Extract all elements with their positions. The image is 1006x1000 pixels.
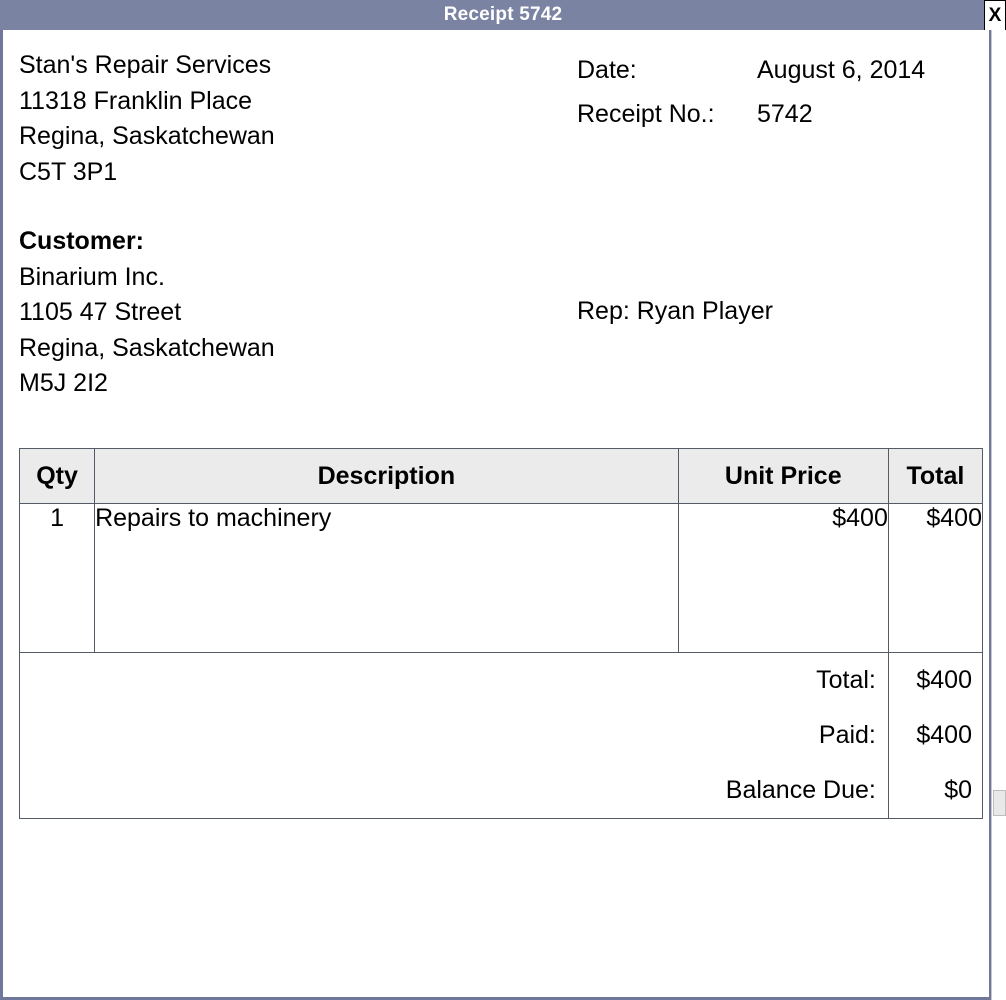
window-body — [0, 30, 992, 1000]
summary-row-balance-due — [20, 763, 983, 819]
summary-value-paid: $400 — [888, 708, 982, 763]
summary-row-total — [20, 653, 983, 709]
summary-label-balance-due: Balance Due: — [20, 763, 889, 819]
meta-spacer — [577, 136, 979, 294]
scrollbar-thumb[interactable] — [993, 790, 1006, 816]
close-icon[interactable]: X — [984, 0, 1006, 32]
summary-row-paid — [20, 708, 983, 763]
cell-qty: 1 — [20, 504, 95, 653]
header-qty: Qty — [20, 449, 95, 504]
receipt-header — [19, 48, 979, 402]
summary-value-total: $400 — [888, 653, 982, 709]
summary-label-paid: Paid: — [20, 708, 889, 763]
receipt-number-value: 5742 — [757, 100, 813, 128]
date-value: August 6, 2014 — [757, 56, 926, 84]
customer-address-2: Regina, Saskatchewan — [19, 333, 275, 362]
date-row — [577, 48, 979, 92]
summary-label-total: Total: — [20, 653, 889, 709]
customer-postal-code: M5J 2I2 — [19, 369, 108, 397]
cell-total: $400 — [888, 504, 982, 653]
date-label: Date: — [577, 56, 637, 84]
customer-name: Binarium Inc. — [19, 262, 165, 291]
header-description: Description — [95, 449, 679, 504]
window-titlebar — [0, 0, 1006, 30]
line-items-section — [19, 448, 983, 819]
receipt-number-row — [577, 92, 979, 136]
customer-heading: Customer: — [19, 227, 145, 255]
table-row — [20, 504, 983, 653]
window-title: Receipt 5742 — [443, 4, 563, 25]
receipt-content — [19, 48, 979, 402]
vendor-name: Stan's Repair Services — [19, 51, 272, 79]
summary-value-balance-due: $0 — [888, 763, 982, 819]
table-header-row — [20, 449, 983, 504]
vertical-scrollbar[interactable] — [991, 30, 1006, 1000]
meta-column — [577, 48, 979, 330]
vendor-postal-code: C5T 3P1 — [19, 157, 118, 186]
customer-address-1: 1105 47 Street — [19, 298, 182, 326]
cell-unit-price: $400 — [678, 504, 888, 653]
cell-description: Repairs to machinery — [95, 504, 679, 653]
rep-line: Rep: Ryan Player — [577, 297, 773, 325]
summary-table — [19, 652, 983, 819]
header-total: Total — [888, 449, 982, 504]
spacer — [19, 190, 577, 224]
line-items-table — [19, 448, 983, 653]
header-unit-price: Unit Price — [678, 449, 888, 504]
vendor-address-1: 11318 Franklin Place — [19, 86, 253, 115]
vendor-address-2: Regina, Saskatchewan — [19, 122, 275, 150]
receipt-number-label: Receipt No.: — [577, 100, 715, 128]
party-column — [19, 48, 577, 402]
